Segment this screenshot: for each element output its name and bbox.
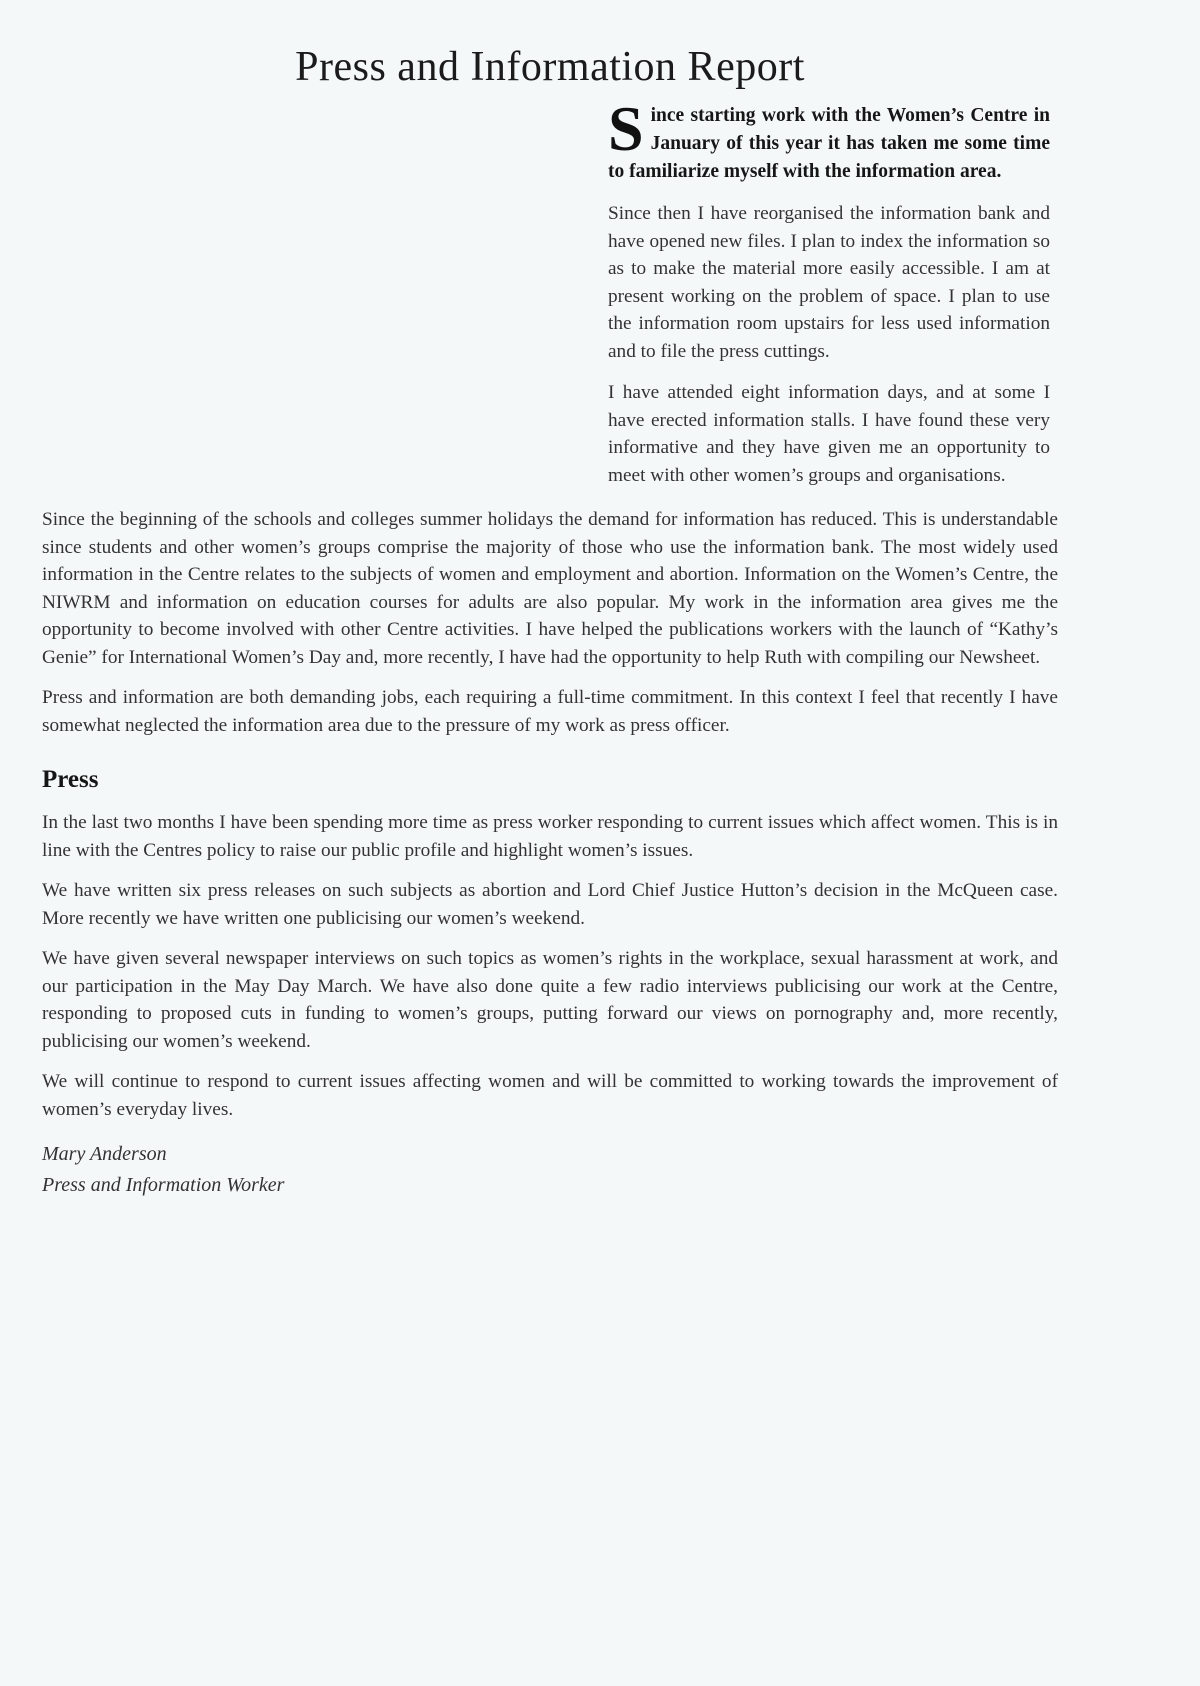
- lead-paragraph: [608, 93, 1050, 186]
- intro-column: [608, 93, 1050, 489]
- press-section-heading: Press: [42, 766, 99, 794]
- intro-paragraph-1: Since then I have reorganised the information bank and have opened new files. I plan to index the information so as to make the material more easily accessible. I am at present working on the problem of space. I plan to use the information room upstairs for less used information and to file the press cuttings.: [608, 203, 1050, 362]
- signature-block: [42, 1139, 1058, 1201]
- document-content: [42, 0, 1058, 1201]
- information-paragraph-2: Press and information are both demanding jobs, each requiring a full-time commitment. In this context I feel that recently I have somewhat neglected the information area due to the pressure of my work as press officer.: [42, 687, 1058, 736]
- intro-paragraph-2: I have attended eight information days, and at some I have erected information stalls. I have found these very informative and they have given me an opportunity to meet with other women’s groups and organisations.: [608, 382, 1050, 486]
- signature-name: Mary Anderson: [42, 1143, 167, 1166]
- press-paragraph-1: In the last two months I have been spending more time as press worker responding to current issues which affect women. This is in line with the Centres policy to raise our public profile and highlight women’s issues.: [42, 812, 1058, 861]
- page-title: Press and Information Report: [295, 44, 805, 90]
- drop-cap: S: [608, 93, 644, 165]
- press-paragraph-2: We have written six press releases on such subjects as abortion and Lord Chief Justice Hutton’s decision in the McQueen case. More recently we have written one publicising our women’s weekend.: [42, 880, 1058, 929]
- press-paragraph-3: We have given several newspaper interviews on such topics as women’s rights in the workplace, sexual harassment at work, and our participation in the May Day March. We have also done quite a few radio interviews publicising our work at the Centre, responding to proposed cuts in funding to women’s groups, putting forward our views on pornography and, more recently, publicising our women’s weekend.: [42, 948, 1058, 1052]
- press-section: [42, 809, 1058, 1123]
- signature-role: Press and Information Worker: [42, 1174, 285, 1197]
- press-paragraph-4: We will continue to respond to current issues affecting women and will be committed to working towards the improvement of women’s everyday lives.: [42, 1071, 1058, 1120]
- information-section: [42, 506, 1058, 739]
- information-paragraph-1: Since the beginning of the schools and colleges summer holidays the demand for information has reduced. This is understandable since students and other women’s groups comprise the majority of those who use the information bank. The most widely used information in the Centre relates to the subjects of women and employment and abortion. Information on the Women’s Centre, the NIWRM and information on education courses for adults are also popular. My work in the information area gives me the opportunity to become involved with other Centre activities. I have helped the publications workers with the launch of “Kathy’s Genie” for International Women’s Day and, more recently, I have had the opportunity to help Ruth with compiling our Newsheet.: [42, 509, 1058, 668]
- lead-paragraph-text: ince starting work with the Women’s Centre in January of this year it has taken me some time to familiarize myself with the information area.: [608, 105, 1050, 183]
